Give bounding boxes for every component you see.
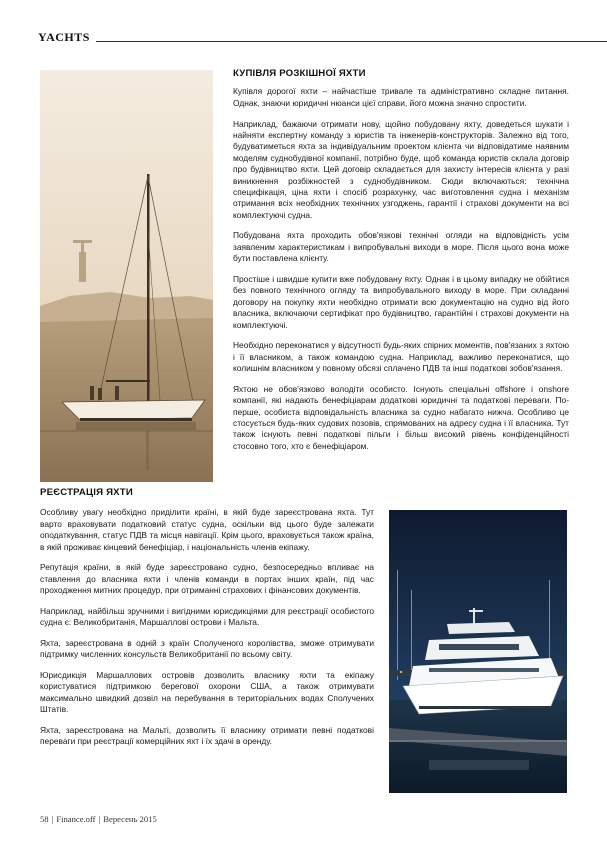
registration-title: РЕЄСТРАЦІЯ ЯХТИ [40, 487, 133, 498]
header-divider [96, 41, 607, 42]
article-paragraph: Купівля дорогої яхти – найчастіше тривале та адміністративно складне питання. Однак, знаючи юридичні нюанси цієї справи, його можна значно спростити. [233, 86, 569, 108]
registration-paragraph: Яхта, зареєстрована на Мальті, дозволить її власнику отримати певні податкові переваги при реєстрації комерційних яхт і їх здачі в оренду. [40, 724, 374, 747]
registration-intro: Особливу увагу необхідно приділити країні, в якій буде зареєстрована яхта. Тут варто враховувати податковий статус судна, оскільки від цього буде залежати оподаткування, статус ПДВ та місця навігації. Крім цього, враховується також країна, в якій проживає кінцевий бенефіціар, і національність членів екіпажу. [40, 507, 374, 552]
article-paragraph: Простіше і швидше купити вже побудовану яхту. Однак і в цьому випадку не обійтися без повного технічного огляду та випробувального виходу в море. При складанні договору на покупку яхти необхідно отримати всю документацію на судно від його власника, включаючи сертифікат про будівництво, гарантійні і страхові документи на комплектуючі. [233, 273, 569, 330]
registration-column [40, 487, 374, 757]
page-footer: 58 | Finance.off | Вересень 2015 [40, 814, 157, 824]
main-article-column [233, 68, 569, 462]
sailboat-photo [40, 70, 213, 482]
article-title: КУПІВЛЯ РОЗКІШНОЇ ЯХТИ [233, 68, 366, 79]
section-label: YACHTS [38, 30, 90, 44]
page-number: 58 [40, 814, 49, 824]
magazine-name: Finance.off [56, 814, 96, 824]
registration-paragraph: Яхта, зареєстрована в одній з країн Сполученого королівства, зможе отримувати підтримку численних консульств Великобританії по всьому світу. [40, 637, 374, 660]
issue-date: Вересень 2015 [103, 814, 157, 824]
article-paragraph: Необхідно переконатися у відсутності будь-яких спірних моментів, пов'язаних з яхтою і її власником, а також командою судна. Наприклад, важливо переконатися, що колишнім власником у повному обсязі сплачено ПДВ та інші податкові зобов'язання. [233, 340, 569, 374]
article-paragraph: Яхтою не обов'язково володіти особисто. Існують спеціальні offshore і onshore компанії, які надають бенефіціарам додаткові юридичні та податкові переваги. По-перше, особиста відповідальність власника за судно набагато нижча. Особливо це стосується будь-яких судових позовів, спрямованих на адресу судна і її власника. Тут також існують певні податкові пільги і більш високий рівень конфіденційності стосовно того, хто є бенефіціаром. [233, 383, 569, 451]
registration-paragraph: Наприклад, найбільш зручними і вигідними юрисдикціями для реєстрації особистого судна є: Великобританія, Маршаллові острови і Мальта. [40, 605, 374, 628]
registration-paragraph: Репутація країни, в якій буде зареєстровано судно, безпосередньо впливає на ставлення до власника яхти і членів команди в портах інших країн, під час проходження митних процедур, при отриманні страхових і фінансових документів. [40, 562, 374, 596]
article-paragraph: Наприклад, бажаючи отримати нову, щойно побудовану яхту, доведеться шукати і найняти експертну команду з юристів та інженерів-конструкторів. Залежно від того, будуватиметься яхта за індивідуальним проектом клієнта чи відповідатиме наявним моделям суднобудівної компанії, потрібно буде, щоб команда юристів склала договір про будівництво яхти. Цей договір складається для захисту інтересів клієнта у разі виникнення розбіжностей з суднобудівником. Сюди включаються: технічна специфікація, ціна яхти і спосіб розрахунку, час виготовлення судна і механізм отримання всіх необхідних технічних узгоджень, гарантії і страхові документи на всі комплектуючі судна. [233, 118, 569, 220]
motor-yacht-photo [389, 510, 567, 793]
registration-paragraph: Юрисдикція Маршаллових островів дозволить власнику яхти та екіпажу користуватися підтримкою берегової охорони США, а також отримувати максимально швидкий дозвіл на перебування в територіальних водах Сполучених Штатів. [40, 670, 374, 715]
article-paragraph: Побудована яхта проходить обов'язкові технічні огляди на відповідність усім заявленим характеристикам і випробувальні виходи в море. Після цього вона може бути поставлена клієнту. [233, 230, 569, 264]
